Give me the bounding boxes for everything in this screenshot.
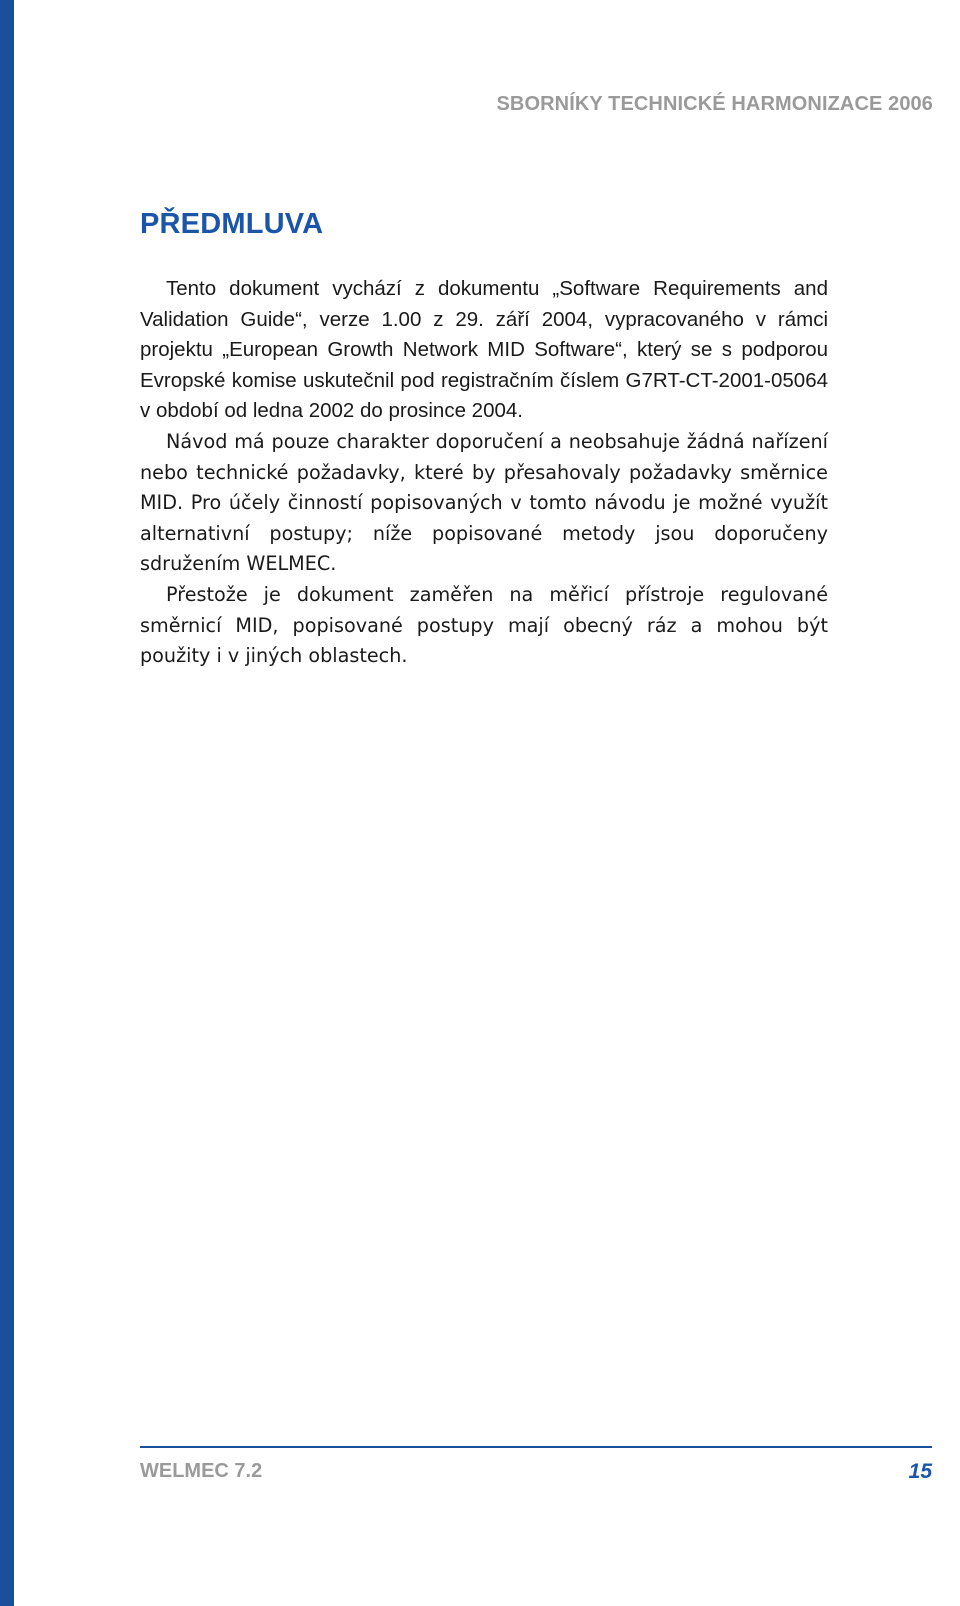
paragraph-scope: Návod má pouze charakter doporučení a neobsahuje žádná nařízení nebo technické požadavky, které by přesahovaly požadavky směrnice MID. Pro účely činností popisovaných v tomto návodu je možné využít alternativní postupy; níže popisované metody jsou doporučeny sdružením WELMEC. (140, 429, 828, 576)
paragraph-source: Tento dokument vychází z dokumentu „Software Requirements and Validation Guide“, verze 1.00 z 29. září 2004, vypracovaného v rámci projektu „European Growth Network MID Software“, který se s podporou Evropské komise uskutečnil pod registračním číslem G7RT-CT-2001-05064 v období od ledna 2002 do prosince 2004. (140, 277, 828, 423)
footer-divider (140, 1446, 932, 1448)
body-text (140, 274, 828, 672)
page-title: PŘEDMLUVA (140, 208, 324, 240)
footer-document-id: WELMEC 7.2 (140, 1460, 263, 1482)
paragraph-applicability: Přestože je dokument zaměřen na měřicí přístroje regulované směrnicí MID, popisované postupy mají obecný ráz a mohou být použity i v jiných oblastech. (140, 582, 828, 668)
page-number: 15 (908, 1460, 932, 1483)
left-edge-bar (0, 0, 14, 1606)
running-header: SBORNÍKY TECHNICKÉ HARMONIZACE 2006 (496, 93, 933, 115)
